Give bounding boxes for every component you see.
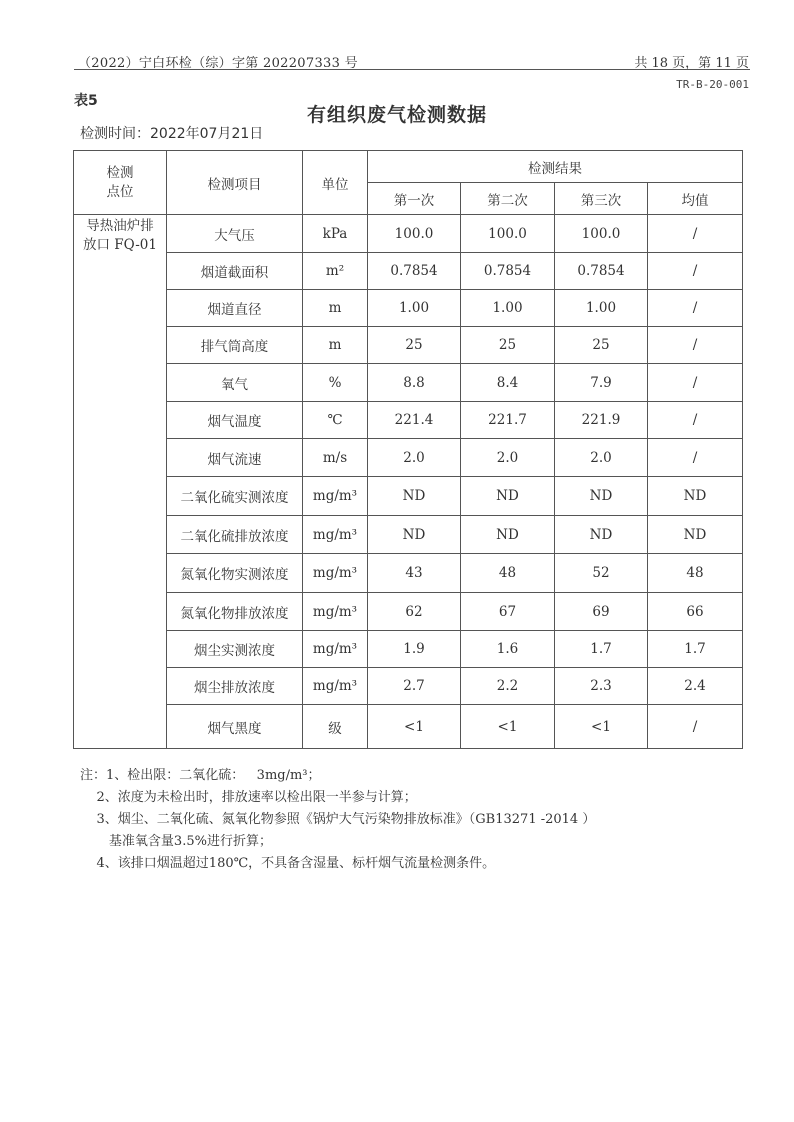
header-unit: 单位 [303,151,368,215]
table-row [74,327,743,364]
run-2-cell: ND [461,516,555,554]
unit-cell: mg/m³ [303,593,368,631]
average-cell: 66 [648,593,743,631]
table-number: 表5 [74,93,98,109]
item-cell: 氧气 [167,364,303,402]
average-cell: / [648,705,743,749]
table-row [74,253,743,290]
run-3-cell: ND [555,516,648,554]
run-3-cell: 2.3 [555,668,648,705]
table-row [74,516,743,554]
run-2-cell: 8.4 [461,364,555,402]
page-info: 共 18 页，第 11 页 [634,56,749,71]
table-row [74,593,743,631]
note-1: 注：1、检出限：二氧化硫： 3mg/m³； [80,768,321,783]
average-cell: 48 [648,554,743,593]
page-title: 有组织废气检测数据 [306,104,487,126]
run-2-cell: 48 [461,554,555,593]
item-cell: 氮氧化物排放浓度 [167,593,303,631]
unit-cell: mg/m³ [303,554,368,593]
run-2-cell: 25 [461,327,555,364]
item-cell: 二氧化硫实测浓度 [167,477,303,516]
run-2-cell: 1.00 [461,290,555,327]
item-cell: 氮氧化物实测浓度 [167,554,303,593]
average-cell: / [648,253,743,290]
average-cell: ND [648,477,743,516]
table-row [74,554,743,593]
header-average: 均值 [648,183,743,215]
unit-cell: m² [303,253,368,290]
average-cell: 1.7 [648,631,743,668]
unit-cell: mg/m³ [303,477,368,516]
note-3-continued: 基准氧含量3.5%进行折算； [80,834,272,849]
run-2-cell: 67 [461,593,555,631]
run-1-cell: 100.0 [368,215,461,253]
report-number: （2022）宁白环检（综）字第 202207333 号 [78,56,358,71]
table-row [74,402,743,439]
average-cell: / [648,439,743,477]
emission-data-table [73,150,743,749]
table-row [74,364,743,402]
run-3-cell: 69 [555,593,648,631]
run-2-cell: 100.0 [461,215,555,253]
item-cell: 烟气黑度 [167,705,303,749]
average-cell: / [648,327,743,364]
unit-cell: 级 [303,705,368,749]
header-location: 检测 点位 [74,151,167,215]
run-1-cell: 1.00 [368,290,461,327]
item-cell: 烟尘实测浓度 [167,631,303,668]
run-2-cell: 221.7 [461,402,555,439]
run-3-cell: 1.7 [555,631,648,668]
sampling-location: 导热油炉排 放口 FQ-01 [74,215,167,749]
average-cell: ND [648,516,743,554]
run-2-cell: 1.6 [461,631,555,668]
unit-cell: m [303,290,368,327]
header-result: 检测结果 [368,151,743,183]
run-3-cell: 52 [555,554,648,593]
note-3: 3、烟尘、二氧化硫、氮氧化物参照《锅炉大气污染物排放标准》（GB13271 -2014 ） [80,812,596,827]
run-1-cell: ND [368,516,461,554]
unit-cell: mg/m³ [303,516,368,554]
item-cell: 烟尘排放浓度 [167,668,303,705]
item-cell: 二氧化硫排放浓度 [167,516,303,554]
run-3-cell: ND [555,477,648,516]
header-item: 检测项目 [167,151,303,215]
run-2-cell: 0.7854 [461,253,555,290]
run-1-cell: 25 [368,327,461,364]
table-row [74,290,743,327]
run-1-cell: 43 [368,554,461,593]
run-1-cell: 0.7854 [368,253,461,290]
run-2-cell: 2.2 [461,668,555,705]
average-cell: / [648,215,743,253]
run-3-cell: 1.00 [555,290,648,327]
average-cell: 2.4 [648,668,743,705]
run-3-cell: 2.0 [555,439,648,477]
header-run-1: 第一次 [368,183,461,215]
run-1-cell: 221.4 [368,402,461,439]
header-run-2: 第二次 [461,183,555,215]
unit-cell: m/s [303,439,368,477]
run-1-cell: ND [368,477,461,516]
average-cell: / [648,402,743,439]
run-1-cell: 2.7 [368,668,461,705]
item-cell: 烟道直径 [167,290,303,327]
unit-cell: m [303,327,368,364]
note-4: 4、该排口烟温超过180℃，不具备含湿量、标杆烟气流量检测条件。 [80,856,496,871]
average-cell: / [648,290,743,327]
item-cell: 烟气温度 [167,402,303,439]
item-cell: 排气筒高度 [167,327,303,364]
unit-cell: kPa [303,215,368,253]
unit-cell: ℃ [303,402,368,439]
run-3-cell: 25 [555,327,648,364]
run-1-cell: 8.8 [368,364,461,402]
run-3-cell: 100.0 [555,215,648,253]
table-row [74,439,743,477]
run-3-cell: 221.9 [555,402,648,439]
run-2-cell: <1 [461,705,555,749]
note-2: 2、浓度为未检出时，排放速率以检出限一半参与计算； [80,790,417,805]
item-cell: 烟道截面积 [167,253,303,290]
unit-cell: % [303,364,368,402]
run-2-cell: 2.0 [461,439,555,477]
test-date: 检测时间：2022年07月21日 [80,126,264,142]
unit-cell: mg/m³ [303,631,368,668]
average-cell: / [648,364,743,402]
run-1-cell: <1 [368,705,461,749]
table-row [74,631,743,668]
header-divider [74,69,750,70]
item-cell: 大气压 [167,215,303,253]
table-row [74,477,743,516]
run-1-cell: 1.9 [368,631,461,668]
run-3-cell: 7.9 [555,364,648,402]
run-2-cell: ND [461,477,555,516]
run-3-cell: 0.7854 [555,253,648,290]
table-row [74,705,743,749]
run-1-cell: 62 [368,593,461,631]
unit-cell: mg/m³ [303,668,368,705]
form-code: TR-B-20-001 [676,78,749,91]
table-row [74,215,743,253]
run-1-cell: 2.0 [368,439,461,477]
notes [80,765,595,875]
header-run-3: 第三次 [555,183,648,215]
table-row [74,668,743,705]
run-3-cell: <1 [555,705,648,749]
item-cell: 烟气流速 [167,439,303,477]
